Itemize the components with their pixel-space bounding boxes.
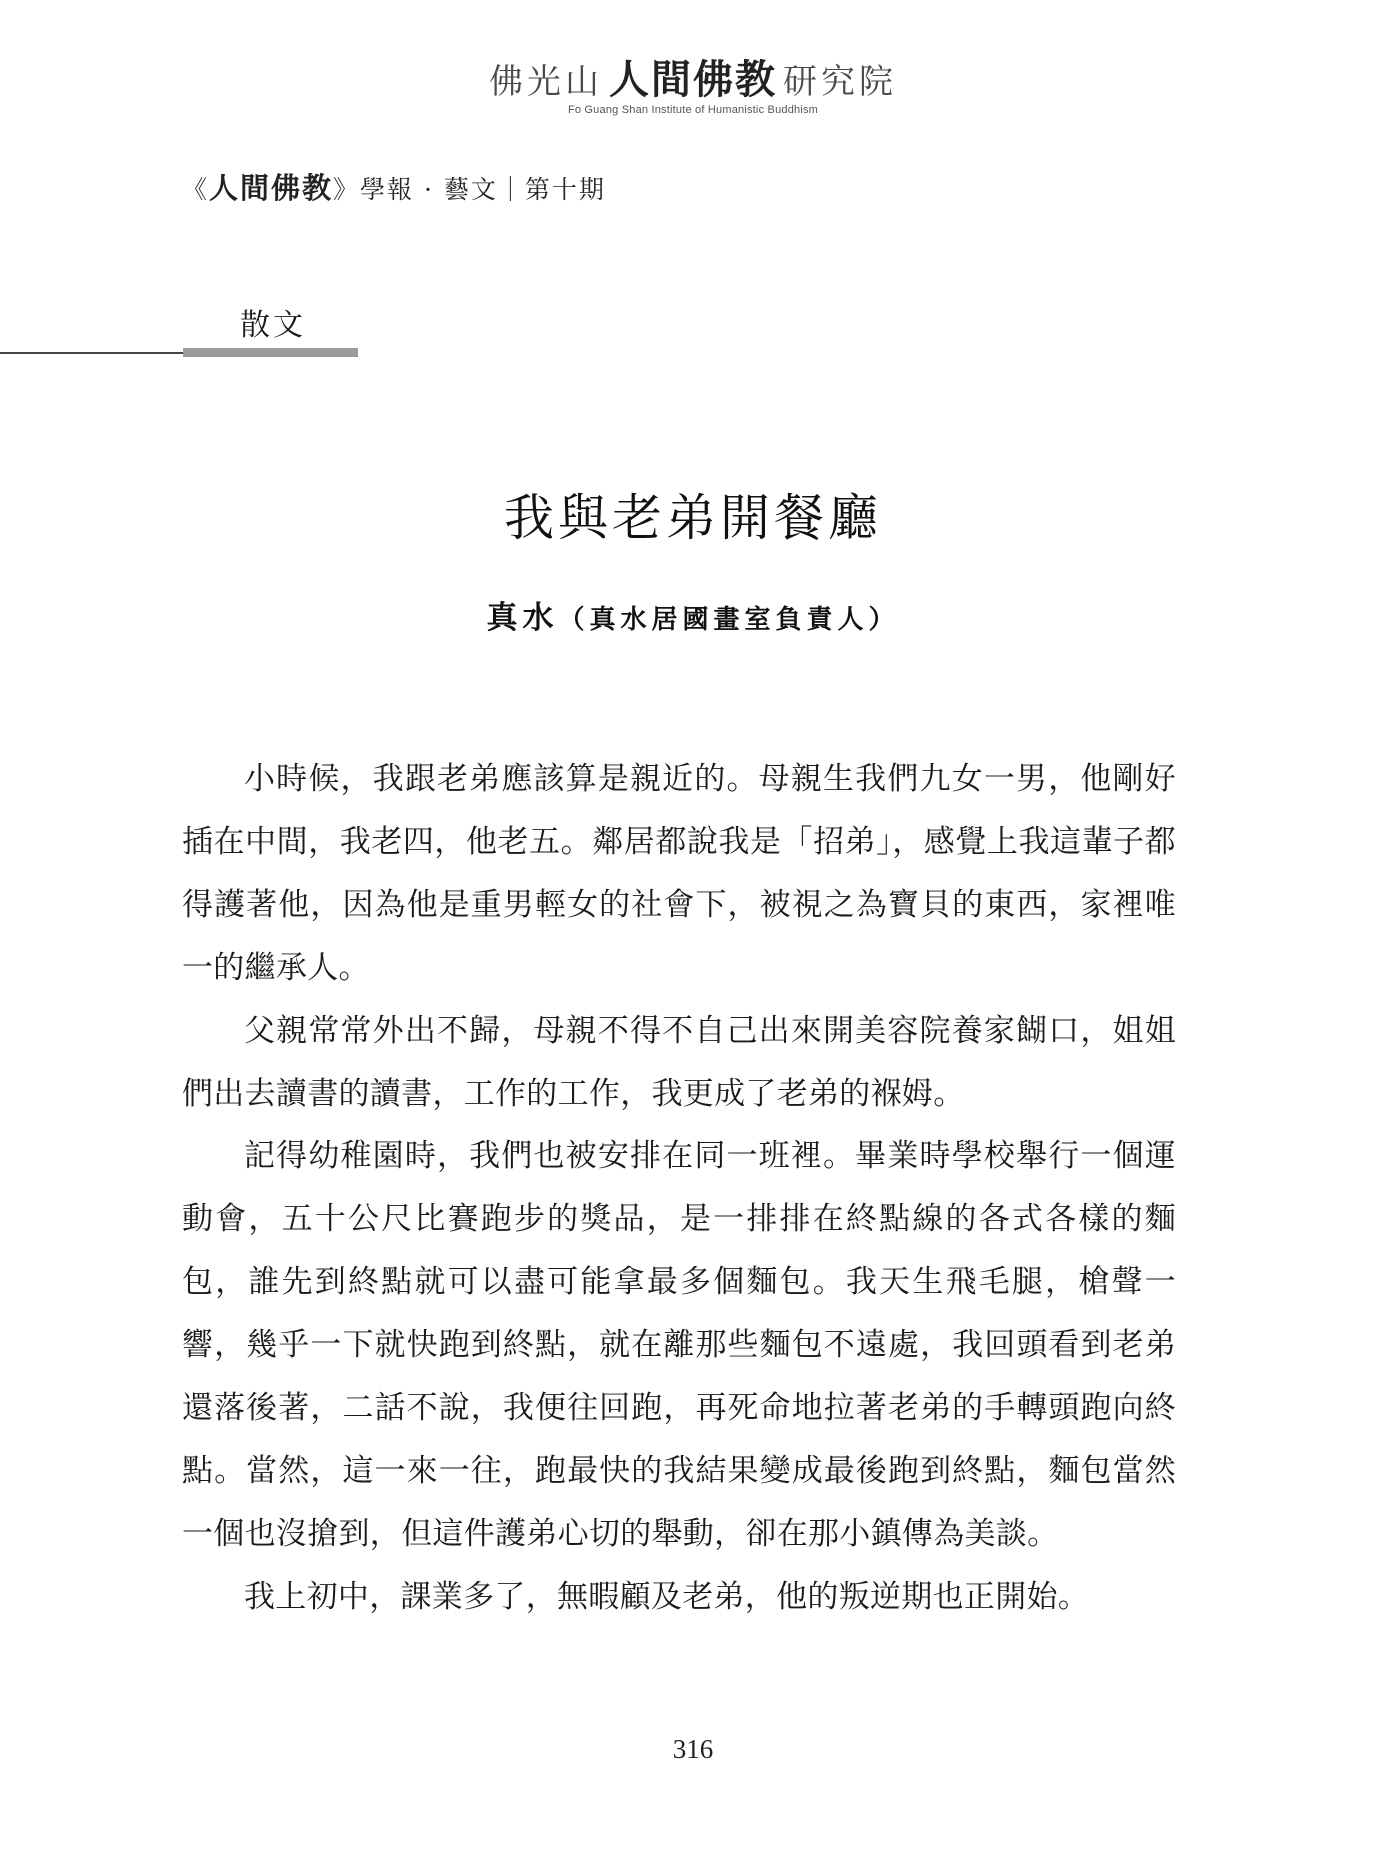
body-paragraph-2: 父親常常外出不歸，母親不得不自己出來開美容院養家餬口，姐姐們出去讀書的讀書，工作的工作，我更成了老弟的褓姆。: [182, 1012, 1176, 1112]
journal-issue-info: 學報 · 藝文｜第十期: [360, 175, 606, 204]
section-label: 散文: [240, 308, 306, 343]
institute-brand-logotype: 人間佛教: [609, 56, 777, 103]
journal-close-bracket: 》: [333, 175, 361, 204]
article-body: [182, 748, 1176, 1629]
section-divider-accent: [183, 348, 358, 357]
institute-header: [0, 58, 1386, 116]
body-paragraph-4: 我上初中，課業多了，無暇顧及老弟，他的叛逆期也正開始。: [244, 1578, 1090, 1615]
institute-english-name: Fo Guang Shan Institute of Humanistic Buddhism: [567, 104, 819, 116]
article-byline: [0, 592, 1386, 637]
institute-name: [0, 58, 1386, 104]
journal-open-bracket: 《: [182, 175, 210, 204]
journal-running-header: [182, 166, 606, 207]
author-affiliation: （真水居國畫室負責人）: [558, 605, 900, 635]
body-paragraph-3: 記得幼稚園時，我們也被安排在同一班裡。畢業時學校舉行一個運動會，五十公尺比賽跑步的獎品，是一排排在終點線的各式各樣的麵包，誰先到終點就可以盡可能拿最多個麵包。我天生飛毛腿，槍聲一響，幾乎一下就快跑到終點，就在離那些麵包不遠處，我回頭看到老弟還落後著，二話不說，我便往回跑，再死命地拉著老弟的手轉頭跑向終點。當然，這一來一往，跑最快的我結果變成最後跑到終點，麵包當然一個也沒搶到，但這件護弟心切的舉動，卻在那小鎮傳為美談。: [182, 1138, 1176, 1552]
institute-name-prefix: 佛光山: [489, 62, 603, 102]
page-number: 316: [672, 1734, 714, 1764]
article-title: 我與老弟開餐廳: [504, 489, 882, 547]
body-paragraph-1: 小時候，我跟老弟應該算是親近的。母親生我們九女一男，他剛好插在中間，我老四，他老五。鄰居都說我是「招弟」，感覺上我這輩子都得護著他，因為他是重男輕女的社會下，被視之為寶貝的東西，家裡唯一的繼承人。: [182, 761, 1176, 986]
journal-brand-logotype: 人間佛教: [209, 171, 334, 205]
institute-name-suffix: 研究院: [783, 62, 897, 102]
author-name: 真水: [486, 600, 559, 636]
